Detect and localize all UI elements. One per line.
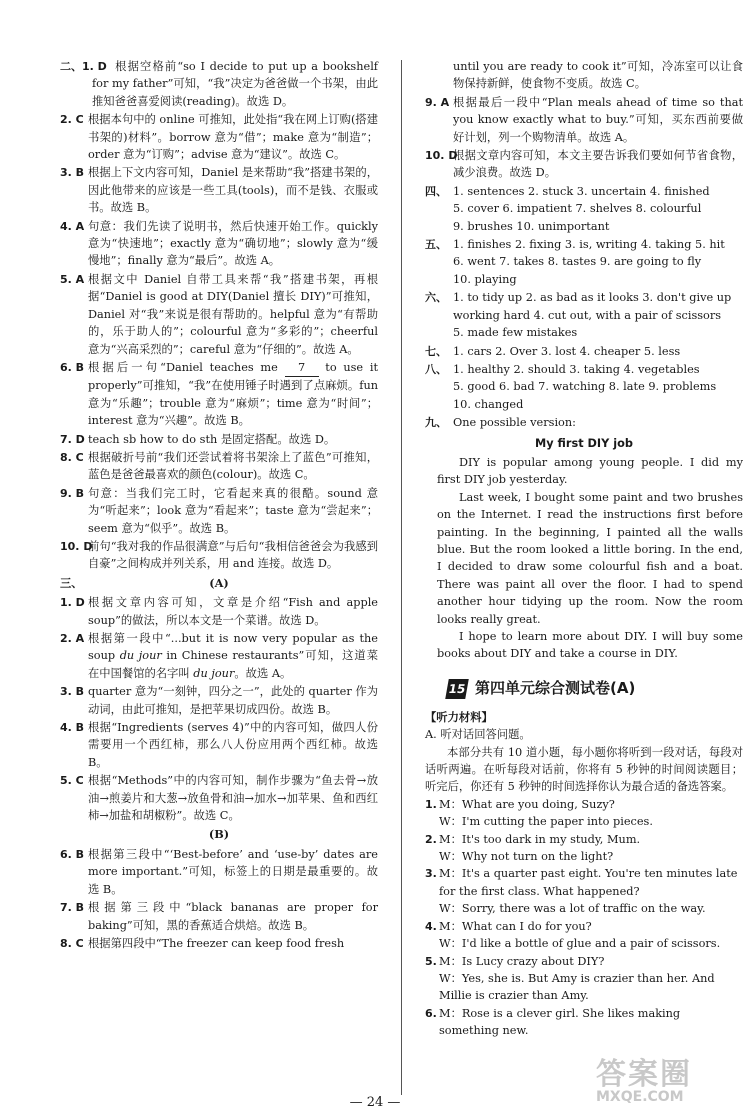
dialog-line: Sorry, there was a lot of traffic on the way. bbox=[461, 902, 706, 916]
instructions: 本部分共有 10 道小题，每小题你将听到一段对话，每段对话听两遍。在听每段对话前，你将有 5 秒钟的时间阅读题目；听完后，你还有 5 秒钟的时间选择你认为最合适的备选答案。 bbox=[425, 745, 743, 794]
answer-line: 1. healthy 2. should 3. taking 4. vegetables bbox=[453, 362, 700, 376]
answer-number: 9. A bbox=[425, 95, 450, 109]
watermark-text: 答案圈 bbox=[596, 1057, 692, 1092]
answer-text: 前句“我对我的作品很满意”与后句“我相信爸爸会为我感到自豪”之间构成并列关系，用 and 连接。故选 D。 bbox=[88, 539, 378, 571]
answer-text: 。故选 A。 bbox=[234, 666, 292, 680]
speaker: M： bbox=[439, 832, 462, 846]
watermark-url: MXQE.COM bbox=[596, 1089, 684, 1105]
section-4 bbox=[425, 183, 743, 235]
answer-text: 根据本句中的 online 可推知，此处指“我在网上订购(搭建书架的)材料”。borrow 意为“借”；make 意为“制造”；order 意为“订购”；advise 意为“建议”。故选 C。 bbox=[88, 113, 378, 162]
answer-number: 7. B bbox=[60, 901, 85, 915]
answer-number: 8. C bbox=[60, 450, 84, 464]
speaker: W： bbox=[439, 815, 462, 829]
section-2 bbox=[60, 58, 378, 573]
answer-line: 1. finishes 2. fixing 3. is, writing 4. taking 5. hit bbox=[453, 238, 725, 252]
answer-text: 根据文章内容可知，文章是介绍“Fish and apple soup”的做法，所以本文是一个菜谱。故选 D。 bbox=[88, 596, 378, 627]
dialog-number: 3. bbox=[425, 867, 437, 881]
dialog-line: It's too dark in my study, Mum. bbox=[461, 832, 641, 846]
answer-line: 5. good 6. bad 7. watching 8. late 9. problems bbox=[453, 380, 717, 394]
dialog-number: 2. bbox=[425, 832, 437, 846]
answer-text: 根据第一段中“...but it is now very popular as the soup bbox=[88, 632, 378, 663]
answer-text: 根据文章内容可知，本文主要告诉我们要如何节省食物，减少浪费。故选 D。 bbox=[453, 149, 743, 180]
section-label: 二、 bbox=[60, 60, 82, 73]
answer-item bbox=[60, 58, 378, 110]
essay-paragraph: I hope to learn more about DIY. I will buy some books about DIY and take a course in DIY. bbox=[437, 630, 743, 661]
answer-number: 9. B bbox=[60, 486, 85, 500]
section-7 bbox=[425, 343, 743, 360]
answer-line: working hard 4. cut out, with a pair of scissors bbox=[453, 308, 722, 322]
answer-number: 1. D bbox=[82, 60, 107, 73]
answer-line: 1. cars 2. Over 3. lost 4. cheaper 5. less bbox=[453, 344, 681, 358]
answer-number: 10. D bbox=[60, 539, 93, 553]
answer-line: 1. sentences 2. stuck 3. uncertain 4. finished bbox=[453, 184, 710, 198]
section-label: 四、 bbox=[425, 184, 447, 198]
blank-number: 7 bbox=[285, 359, 319, 377]
answer-text: teach sb how to do sth 是固定搭配。故选 D。 bbox=[88, 432, 336, 446]
column-divider bbox=[401, 60, 402, 1095]
subsection-heading: (A) bbox=[209, 575, 229, 590]
dialog-number: 1. bbox=[425, 797, 437, 811]
dialog-line: Yes, she is. But Amy is crazier than her. And Millie is crazier than Amy. bbox=[439, 971, 715, 1003]
answer-line: 5. cover 6. impatient 7. shelves 8. colourful bbox=[453, 202, 702, 216]
answer-text: quarter 意为“一刻钟，四分之一”，此处的 quarter 作为动词，由此可推知，是把苹果切成四份。故选 B。 bbox=[88, 685, 378, 716]
answer-number: 2. A bbox=[60, 632, 85, 645]
answer-text: 根据第三段中“black bananas are proper for baking”可知，黑的香蕉适合烘焙。故选 B。 bbox=[88, 901, 378, 932]
speaker: M： bbox=[439, 1006, 462, 1020]
left-column bbox=[60, 58, 378, 953]
answer-text: to use it properly”可推知，“我”在使用锤子时遇到了点麻烦。fun 意为“乐趣”；trouble 意为“麻烦”；time 意为“时间”；interest 意为“兴趣”。故选 B。 bbox=[88, 360, 378, 428]
watermark-logo bbox=[596, 1049, 736, 1109]
unit-title: 第四单元综合测试卷(A) bbox=[475, 679, 636, 698]
subsection-heading: (B) bbox=[208, 827, 230, 842]
answer-number: 3. B bbox=[60, 685, 85, 699]
answer-text: 根据“Ingredients (serves 4)”中的内容可知，做四人份需要用一个西红柿，那么八人份应用两个西红柿。故选 B。 bbox=[88, 721, 378, 769]
unit-number-badge: 15 bbox=[445, 679, 469, 699]
answer-text: 根据后一句“Daniel teaches me bbox=[88, 360, 285, 374]
answer-continuation bbox=[425, 58, 743, 93]
dialog-number: 5. bbox=[425, 954, 437, 968]
section-label: 五、 bbox=[425, 238, 447, 252]
answer-number: 3. B bbox=[60, 166, 85, 180]
answer-text: 根据“Methods”中的内容可知，制作步骤为“鱼去骨→放油→煎姜片和大葱→放鱼骨和油→加水→加苹果、鱼和西红柿→加盐和胡椒粉”。故选 C。 bbox=[88, 774, 378, 823]
section-3 bbox=[60, 575, 378, 953]
answer-text: 根据第四段中“The freezer can keep food fresh bbox=[88, 936, 345, 950]
essay-paragraph: DIY is popular among young people. I did my first DIY job yesterday. bbox=[437, 455, 743, 487]
speaker: W： bbox=[439, 937, 462, 951]
speaker: M： bbox=[439, 954, 462, 968]
speaker: W： bbox=[439, 850, 462, 864]
dialog bbox=[425, 796, 743, 831]
speaker: W： bbox=[439, 971, 462, 985]
answer-text: 根据第三段中“‘Best-before’ and ‘use-by’ dates are more important.”可知，标签上的日期是最重要的。故选 B。 bbox=[88, 847, 378, 896]
section-6 bbox=[425, 289, 743, 341]
answer-text: 句意：当我们完工时，它看起来真的很酷。sound 意为“听起来”；look 意为“看起来”；taste 意为“尝起来”；seem 意为“似乎”。故选 B。 bbox=[88, 486, 378, 535]
section-5 bbox=[425, 236, 743, 288]
answer-line: 10. changed bbox=[453, 397, 524, 411]
answer-number: 2. C bbox=[60, 113, 84, 127]
dialog-line: It's a quarter past eight. You're ten minutes late for the first class. What happened? bbox=[439, 867, 738, 898]
dialog bbox=[425, 831, 743, 866]
answer-italic: du jour bbox=[193, 666, 235, 680]
dialog bbox=[425, 865, 743, 917]
dialog bbox=[425, 953, 743, 1005]
dialog-line: Why not turn on the light? bbox=[461, 850, 614, 864]
dialog-line: What are you doing, Suzy? bbox=[461, 797, 615, 811]
answer-text: 句意：我们先读了说明书，然后快速开始工作。quickly 意为“快速地”；exactly 意为“确切地”；slowly 意为“缓慢地”；finally 意为“最后”。故选 A。 bbox=[88, 219, 378, 268]
answer-line: 1. to tidy up 2. as bad as it looks 3. don't give up bbox=[453, 291, 732, 305]
section-8 bbox=[425, 361, 743, 413]
essay-title: My first DIY job bbox=[535, 436, 633, 450]
speaker: M： bbox=[439, 797, 462, 811]
unit-heading bbox=[447, 679, 743, 699]
answer-number: 6. B bbox=[60, 847, 85, 861]
dialog bbox=[425, 918, 743, 953]
answer-number: 8. C bbox=[60, 936, 84, 950]
section-a-heading: A. 听对话回答问题。 bbox=[425, 728, 531, 742]
dialog-number: 4. bbox=[425, 919, 437, 933]
answer-text: until you are ready to cook it”可知，冷冻室可以让食物保持新鲜，使食物不变质。故选 C。 bbox=[453, 60, 743, 91]
dialog-line: What can I do for you? bbox=[461, 919, 592, 933]
answer-number: 4. A bbox=[60, 219, 85, 233]
speaker: W： bbox=[439, 902, 462, 916]
answer-number: 7. D bbox=[60, 432, 85, 446]
dialog-line: I'm cutting the paper into pieces. bbox=[461, 815, 653, 829]
speaker: M： bbox=[439, 867, 462, 881]
essay-intro: One possible version: bbox=[453, 416, 576, 430]
answer-line: 5. made few mistakes bbox=[453, 326, 578, 340]
section-label: 七、 bbox=[425, 344, 447, 358]
answer-line: 6. went 7. takes 8. tastes 9. are going to fly bbox=[453, 255, 702, 269]
material-heading: 【听力材料】 bbox=[425, 709, 493, 724]
answer-number: 1. D bbox=[60, 596, 85, 610]
answer-text: 根据上下文内容可知，Daniel 是来帮助“我”搭建书架的，因此他带来的应该是一些工具(tools)，而不是钱、衣服或书。故选 B。 bbox=[88, 166, 378, 215]
section-9 bbox=[425, 414, 743, 431]
answer-line: 9. brushes 10. unimportant bbox=[453, 219, 610, 233]
answer-line: 10. playing bbox=[453, 272, 517, 286]
answer-number: 10. D bbox=[425, 149, 458, 163]
answer-number: 4. B bbox=[60, 721, 85, 735]
answer-text: in Chinese restaurants”可知，这道菜在中国餐馆的名字叫 bbox=[88, 649, 378, 680]
section-label: 八、 bbox=[425, 362, 447, 376]
answer-text: 根据破折号前“我们还尝试着将书架涂上了蓝色”可推知，蓝色是爸爸最喜欢的颜色(colour)。故选 C。 bbox=[88, 450, 378, 482]
answer-text: 根据最后一段中“Plan meals ahead of time so that you know exactly what to buy.”可知，买东西前要做好计划，列一个购物清单。故选 A。 bbox=[453, 95, 743, 144]
section-label: 九、 bbox=[425, 416, 447, 430]
speaker: M： bbox=[439, 919, 462, 933]
dialog-number: 6. bbox=[425, 1006, 437, 1020]
answer-number: 5. A bbox=[60, 272, 85, 286]
answer-number: 6. B bbox=[60, 360, 85, 374]
dialog-line: Rose is a clever girl. She likes making something new. bbox=[439, 1006, 681, 1038]
essay-paragraph: Last week, I bought some paint and two brushes on the Internet. I read the instructions first before painting. In the beginning, I painted all the walls blue. But the room looked a little boring. In the end, I decided to draw some colourful fish and a boat. There was paint all over the floor. I had to spend another hour tidying up the room. Now the room looks really great. bbox=[437, 490, 743, 626]
section-label: 六、 bbox=[425, 291, 447, 305]
answer-text: 根据文中 Daniel 自带工具来帮“我”搭建书架，再根据“Daniel is good at DIY(Daniel 擅长 DIY)”可推知，Daniel 对“我”来说是很有帮助的。helpful 意为“有帮助的，乐于助人的”；colourful 意为“多彩的”；cheerful 意为“兴高采烈的”；careful 意为“仔细的”。故选 A。 bbox=[88, 272, 378, 356]
answer-italic: du jour bbox=[119, 649, 162, 663]
answer-text: 根据空格前“so I decide to put up a bookshelf for my father”可知，“我”决定为爸爸做一个书架，由此推知爸爸喜爱阅读(reading)。故选 D。 bbox=[92, 60, 378, 108]
dialog bbox=[425, 1005, 743, 1040]
answer-number: 5. C bbox=[60, 774, 84, 788]
dialog-line: Is Lucy crazy about DIY? bbox=[461, 954, 605, 968]
dialog-line: I'd like a bottle of glue and a pair of scissors. bbox=[461, 937, 721, 951]
right-column bbox=[425, 58, 743, 1040]
page-number: — 24 — bbox=[349, 1095, 401, 1110]
section-label: 三、 bbox=[60, 575, 83, 590]
